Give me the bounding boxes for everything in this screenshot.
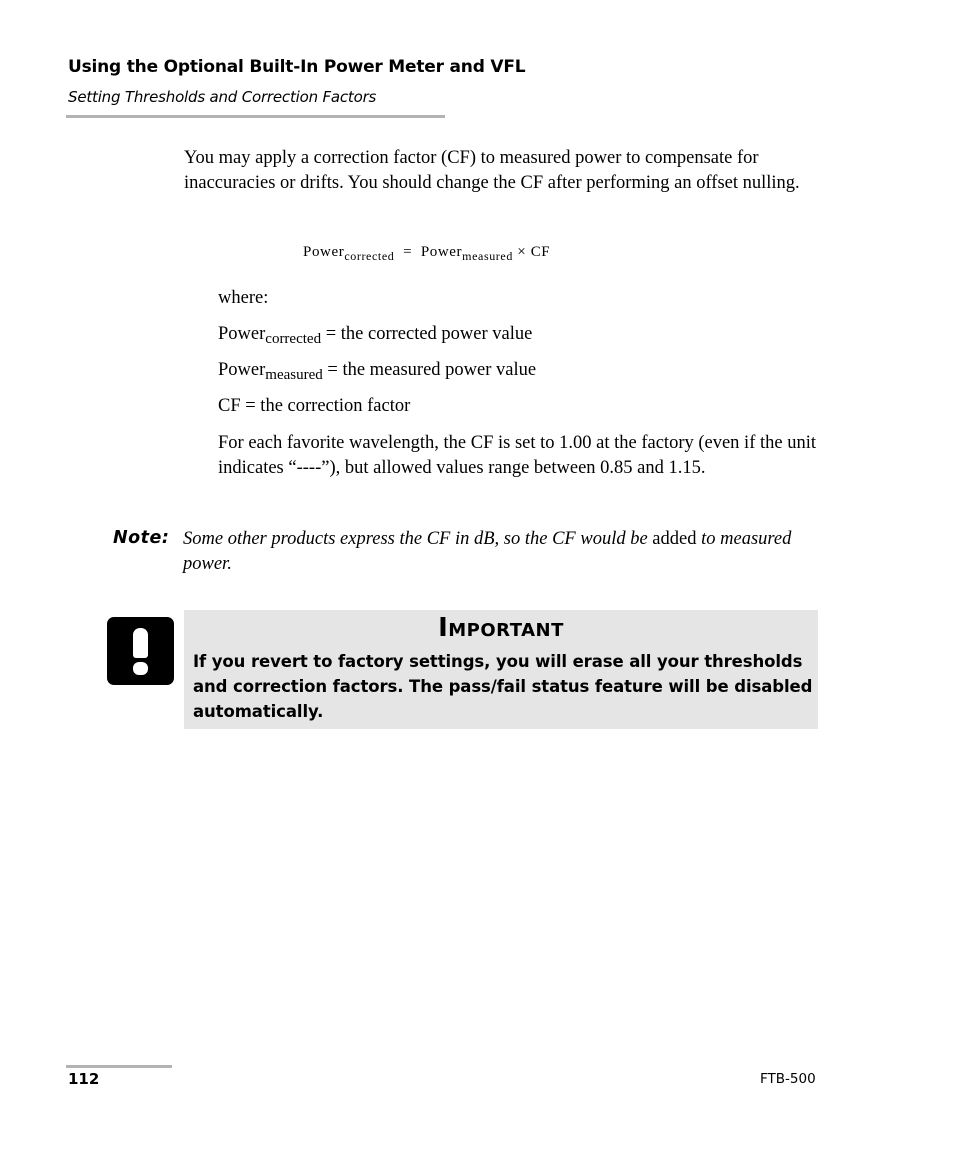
factory-default-paragraph: For each favorite wavelength, the CF is set to 1.00 at the factory (even if the unit indicates “----”), but allowed values range between 0.85 and 1.15. [218, 433, 816, 478]
definition-cf [218, 396, 410, 417]
formula-rhs-sub: measured [462, 249, 513, 263]
intro-paragraph: You may apply a correction factor (CF) to measured power to compensate for inaccuracies or drifts. You should change the CF after performing an offset nulling. [184, 148, 800, 193]
formula-lhs-base: Power [303, 244, 345, 260]
definition-base: CF = the correction factor [218, 396, 411, 416]
formula-rhs-base: Power [420, 244, 463, 260]
note-text-after: to measured power. [183, 529, 792, 574]
definition-text: = the corrected power value [321, 324, 533, 344]
footer-divider [66, 1065, 172, 1068]
definition-sub: measured [265, 367, 323, 383]
exclamation-bar [133, 628, 148, 658]
note-text [183, 527, 823, 577]
definition-sub: corrected [265, 331, 322, 347]
formula-equals: = [403, 244, 413, 260]
definition-power-measured [218, 360, 536, 381]
note-label: Note: [113, 528, 170, 548]
definition-text: = the measured power value [322, 360, 537, 380]
formula-operator: × CF [517, 244, 551, 260]
correction-formula [303, 244, 550, 261]
exclamation-dot [133, 662, 148, 675]
important-callout [184, 610, 818, 729]
definition-base: Power [218, 324, 266, 344]
product-name: FTB-500 [760, 1071, 816, 1087]
where-label: where: [218, 288, 269, 308]
note-text-before: Some other products express the CF in dB, so the CF would be [183, 529, 653, 549]
section-title: Setting Thresholds and Correction Factors [68, 88, 377, 106]
header-divider [66, 115, 445, 118]
chapter-title: Using the Optional Built-In Power Meter and VFL [68, 57, 526, 77]
note-text-emphasis: added [652, 529, 697, 549]
exclamation-icon [107, 617, 174, 685]
page-number: 112 [68, 1070, 100, 1088]
important-title: Important [438, 613, 564, 643]
formula-lhs-sub: corrected [344, 249, 395, 263]
definition-base: Power [218, 360, 266, 380]
definition-power-corrected [218, 324, 532, 345]
important-text: If you revert to factory settings, you will erase all your thresholds and correction factors. The pass/fail status feature will be disabled automatically. [193, 652, 813, 721]
